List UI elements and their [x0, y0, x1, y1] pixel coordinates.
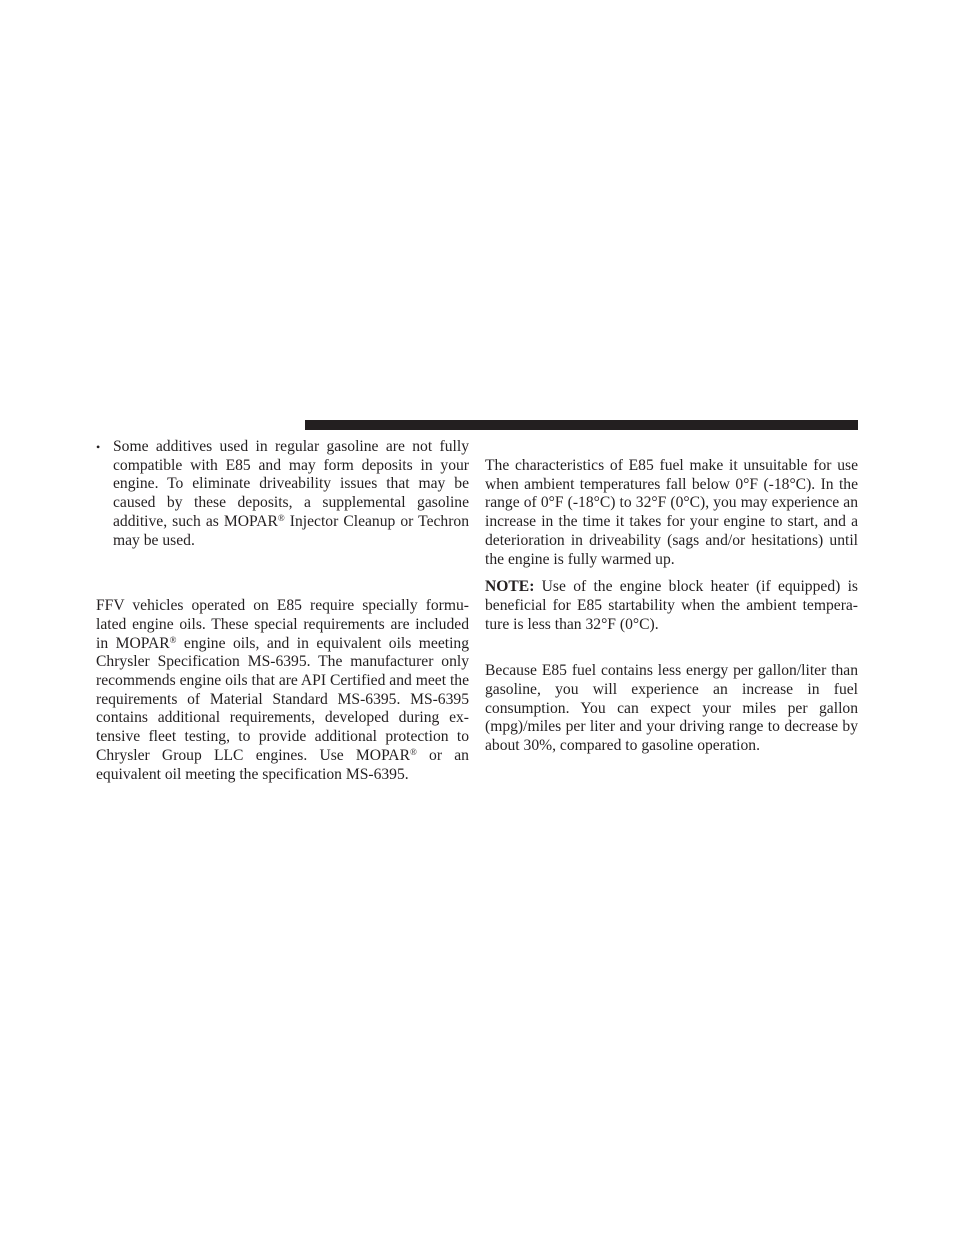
right-column — [485, 457, 858, 756]
engine-oil-paragraph — [96, 597, 469, 784]
additives-bullet-item — [96, 438, 469, 550]
engine-oil-text-3: or an equivalent oil meeting the specification MS-6395. — [96, 746, 469, 783]
note-paragraph — [485, 578, 858, 634]
note-label: NOTE: — [485, 578, 535, 596]
left-column — [96, 438, 469, 784]
fuel-economy-paragraph: Because E85 fuel contains less energy per gallon/liter than gasoline, you will experience an increase in fuel consumption. You can expect your miles per gallon (mpg)/miles per liter and your driving range to decrease by about 30%, compared to gasoline operation. — [485, 662, 858, 755]
bullet-marker: • — [96, 440, 101, 454]
engine-oil-text-1: FFV vehicles operated on E85 require specially formu-lated engine oils. These special requirements are included in MOPAR — [96, 597, 469, 652]
registered-mark: ® — [169, 634, 177, 645]
registered-mark: ® — [409, 746, 417, 757]
section-header-bar — [305, 420, 858, 430]
additives-text-end: Injector Cleanup or Techron may be used. — [113, 512, 469, 549]
engine-oil-text-2: engine oils, and in equivalent oils meeting Chrysler Specification MS-6395. The manufacturer only recommends engine oils that are API Certified and meet the requirements of Material Standard MS-6395. MS-6395 contains additional requirements, developed during ex-tensive fleet testing, to provide additional protection to Chrysler Group LLC engines. Use MOPAR — [96, 634, 470, 764]
note-text: Use of the engine block heater (if equipped) is beneficial for E85 startability when the ambient tempera-ture is less than 32°F (0°C). — [485, 578, 858, 633]
registered-mark: ® — [277, 512, 285, 523]
additives-text: Some additives used in regular gasoline are not fully compatible with E85 and may form deposits in your engine. To eliminate driveability issues that may be caused by these deposits, a supplemental gasoline additive, such as MOPAR — [113, 438, 469, 530]
cold-start-paragraph: The characteristics of E85 fuel make it unsuitable for use when ambient temperatures fall below 0°F (-18°C). In the range of 0°F (-18°C) to 32°F (0°C), you may experience an increase in the time it takes for your engine to start, and a deterioration in driveability (sags and/or hesitations) until the engine is fully warmed up. — [485, 457, 858, 568]
